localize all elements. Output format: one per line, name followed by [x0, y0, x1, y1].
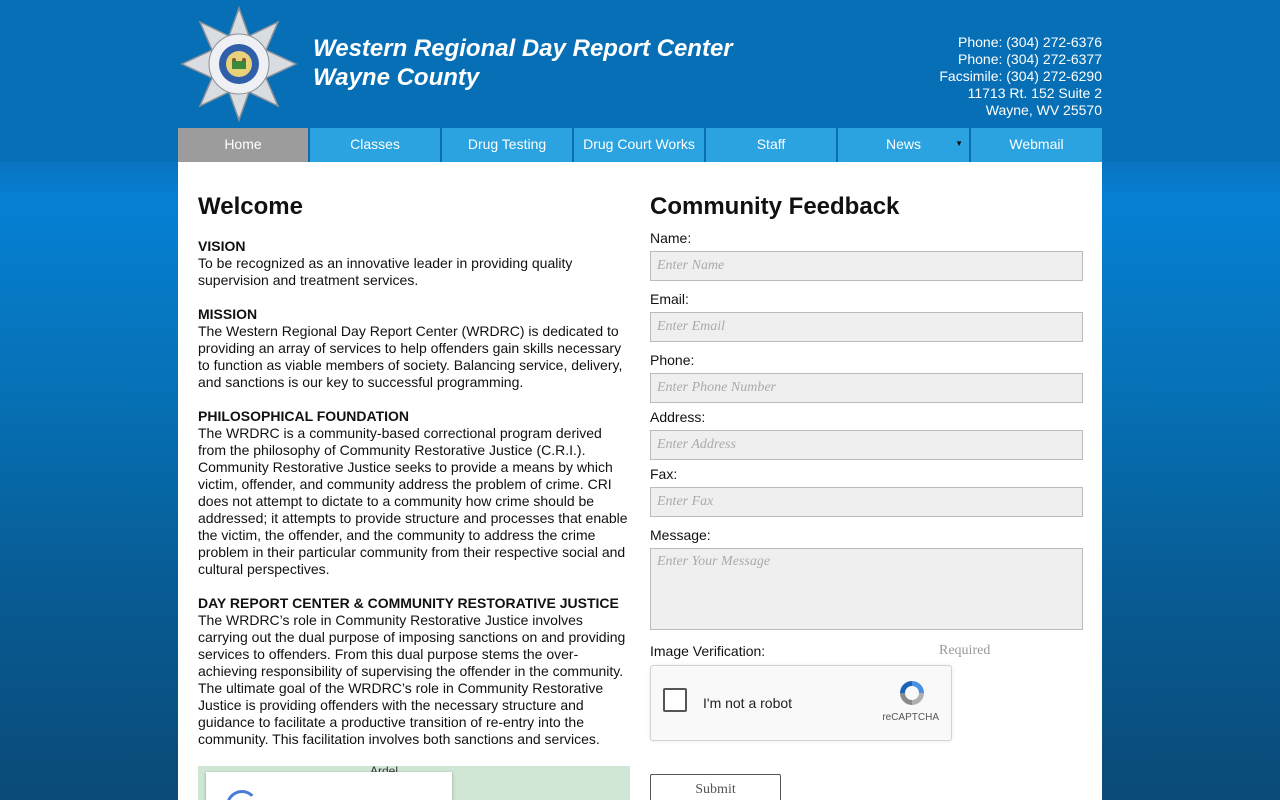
crj-heading: DAY REPORT CENTER & COMMUNITY RESTORATIVE JUSTICE: [198, 595, 619, 611]
city-address: Wayne, WV 25570: [985, 102, 1102, 118]
site-title: [313, 34, 733, 92]
site-title-line1: Western Regional Day Report Center: [313, 35, 733, 62]
recaptcha-checkbox[interactable]: [663, 688, 687, 712]
email-input[interactable]: [650, 312, 1083, 342]
crj-body: The WRDRC’s role in Community Restorative Justice involves carrying out the dual purpose of imposing sanctions on and providing services to offenders. From this dual purpose stems the over-achieving responsibility of supervising the offender in the community. The ultimate goal of the WRDRC’s role in Community Restorative Justice is providing offenders with the necessary structure and guidance to facilitate a productive transition of re-entry into the community. This facilitation involves both sanctions and services.: [198, 612, 626, 747]
nav-home[interactable]: Home: [178, 128, 310, 162]
verification-label: Image Verification:: [650, 643, 766, 659]
site-header: [0, 0, 1280, 162]
nav-staff[interactable]: Staff: [706, 128, 838, 162]
philosophy-heading: PHILOSOPHICAL FOUNDATION: [198, 408, 410, 424]
message-label: Message:: [650, 527, 711, 543]
loading-spinner-icon: [226, 790, 258, 800]
fax-label: Fax:: [650, 466, 678, 482]
site-title-line2: Wayne County: [313, 64, 480, 91]
nav-classes[interactable]: Classes: [310, 128, 442, 162]
dropdown-caret-icon: ▼: [955, 139, 963, 148]
submit-button[interactable]: Submit: [650, 774, 781, 800]
main-content: [178, 162, 1102, 800]
feedback-title: Community Feedback: [650, 193, 900, 220]
sheriff-star-logo-icon: [180, 6, 298, 122]
fax-group: [650, 466, 1083, 517]
philosophy-body: The WRDRC is a community-based correctional program derived from the philosophy of Community Restorative Justice (C.R.I.). Community Restorative Justice seeks to provide a means by which victim, offender, and community address the problem of crime. CRI does not attempt to dictate to a community how crime should be addressed; it attempts to provide structure and processes that enable the victim, the offender, and the community to address the crime problem in their particular community from their respective social and cultural perspectives.: [198, 425, 628, 577]
address-input[interactable]: [650, 430, 1083, 460]
name-input[interactable]: [650, 251, 1083, 281]
fax-input[interactable]: [650, 487, 1083, 517]
mission-heading: MISSION: [198, 306, 258, 322]
recaptcha-label: I'm not a robot: [703, 695, 793, 711]
nav-webmail[interactable]: Webmail: [971, 128, 1102, 162]
welcome-title: Welcome: [198, 193, 303, 220]
feedback-column: [650, 192, 1083, 800]
name-group: [650, 230, 1083, 281]
name-label: Name:: [650, 230, 692, 246]
embedded-map[interactable]: [198, 766, 630, 800]
phone-group: [650, 352, 1083, 403]
contact-info: [939, 34, 1102, 119]
crj-section: [198, 595, 630, 748]
fax-number: Facsimile: (304) 272-6290: [939, 68, 1102, 84]
mission-section: [198, 306, 630, 391]
nav-news-label: News: [885, 136, 921, 152]
recaptcha-brand: reCAPTCHA: [882, 712, 939, 723]
nav-news[interactable]: [838, 128, 971, 162]
mission-body: The Western Regional Day Report Center (WRDRC) is dedicated to providing an array of services to help offenders gain skills necessary to function as viable members of society. Balancing service, delivery, and sanctions is our key to successful programming.: [198, 323, 623, 390]
phone-label: Phone:: [650, 352, 695, 368]
email-group: [650, 291, 1083, 342]
main-nav: [178, 128, 1102, 162]
philosophy-section: [198, 408, 630, 578]
street-address: 11713 Rt. 152 Suite 2: [967, 85, 1102, 101]
nav-drug-court-works[interactable]: Drug Court Works: [574, 128, 706, 162]
email-label: Email:: [650, 291, 689, 307]
welcome-column: [198, 192, 630, 765]
phone-2: Phone: (304) 272-6377: [958, 51, 1102, 67]
message-group: [650, 527, 1083, 635]
recaptcha-widget: [650, 665, 952, 741]
phone-input[interactable]: [650, 373, 1083, 403]
map-info-box: [206, 772, 452, 800]
recaptcha-logo-icon: [897, 678, 927, 708]
phone-1: Phone: (304) 272-6376: [958, 34, 1102, 50]
address-group: [650, 409, 1083, 460]
verification-row: [650, 643, 1083, 660]
vision-heading: VISION: [198, 238, 246, 254]
address-label: Address:: [650, 409, 706, 425]
vision-section: [198, 238, 630, 289]
header-inner: [178, 0, 1102, 128]
nav-drug-testing[interactable]: Drug Testing: [442, 128, 574, 162]
vision-body: To be recognized as an innovative leader in providing quality supervision and treatment services.: [198, 255, 573, 288]
message-textarea[interactable]: [650, 548, 1083, 630]
required-note: Required: [939, 643, 991, 658]
